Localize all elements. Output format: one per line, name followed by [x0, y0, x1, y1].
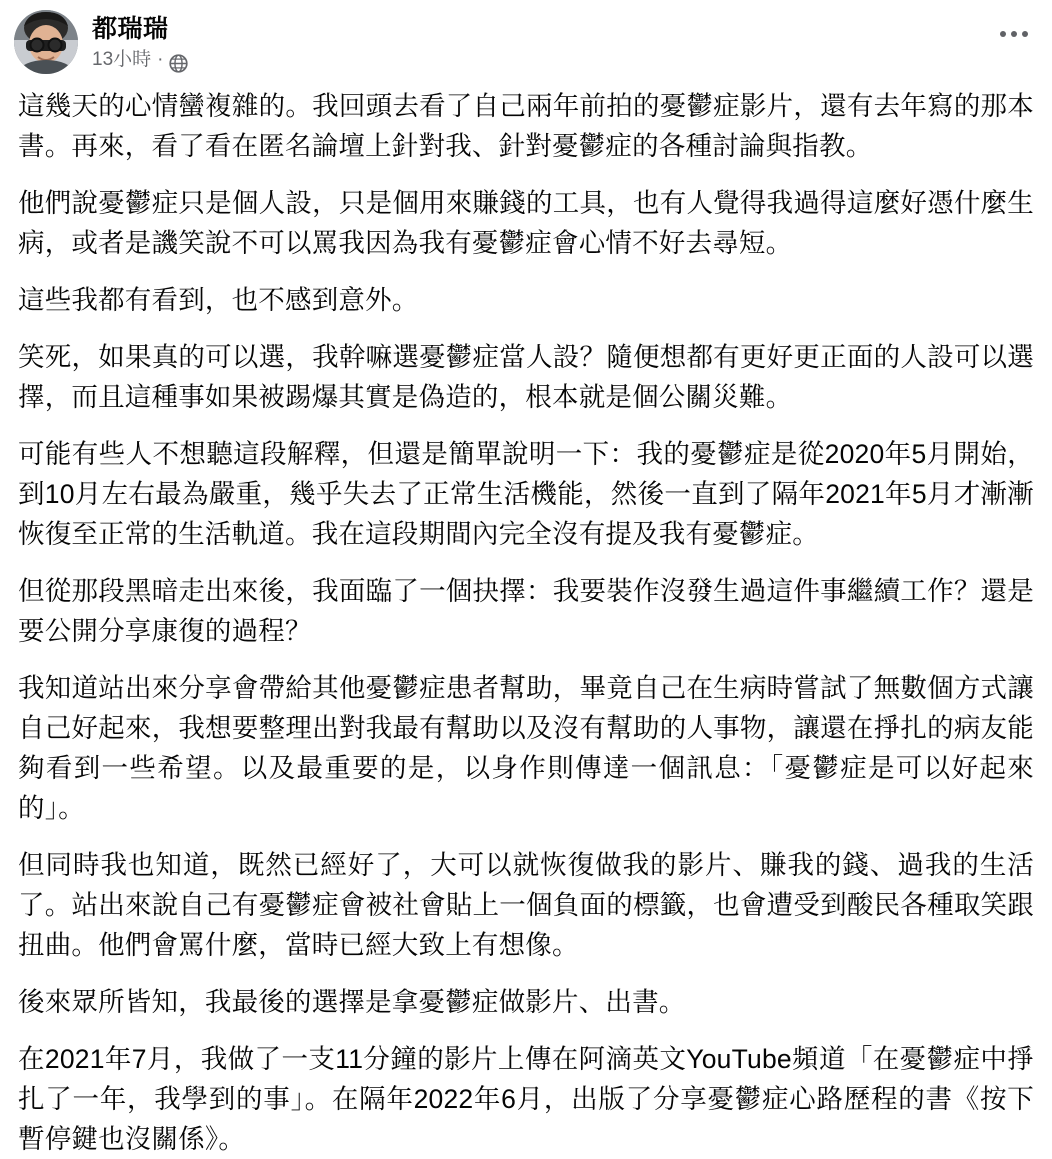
post-header: [0, 0, 1052, 80]
post-paragraph: 這些我都有看到，也不感到意外。: [18, 285, 419, 315]
ellipsis-dot: [1022, 31, 1028, 37]
globe-icon[interactable]: [169, 54, 188, 73]
author-name[interactable]: 都瑞瑞: [92, 15, 169, 43]
post-paragraph: 但從那段黑暗走出來後，我面臨了一個抉擇：我要裝作沒發生過這件事繼續工作？還是要公開分享康復的過程？: [18, 576, 1034, 646]
ellipsis-icon[interactable]: [994, 22, 1034, 46]
avatar[interactable]: [14, 10, 78, 74]
ellipsis-dot: [1000, 31, 1006, 37]
post-paragraph: 可能有些人不想聽這段解釋，但還是簡單說明一下：我的憂鬱症是從2020年5月開始，到10月左右最為嚴重，幾乎失去了正常生活機能，然後一直到了隔年2021年5月才漸漸恢復至正常的生活軌道。我在這段期間內完全沒有提及我有憂鬱症。: [18, 439, 1034, 549]
post-body: [0, 80, 1052, 1159]
post-paragraph: 笑死，如果真的可以選，我幹嘛選憂鬱症當人設？隨便想都有更好更正面的人設可以選擇，而且這種事如果被踢爆其實是偽造的，根本就是個公關災難。: [18, 342, 1034, 412]
post-paragraph: 後來眾所皆知，我最後的選擇是拿憂鬱症做影片、出書。: [18, 987, 686, 1017]
post-meta: [92, 49, 188, 71]
post-header-text: [92, 10, 188, 71]
post-timestamp[interactable]: 13小時: [92, 49, 152, 70]
ellipsis-dot: [1011, 31, 1017, 37]
post-paragraph: 在2021年7月，我做了一支11分鐘的影片上傳在阿滴英文YouTube頻道「在憂鬱症中掙扎了一年，我學到的事」。在隔年2022年6月，出版了分享憂鬱症心路歷程的書《按下暫停鍵也沒關係》。: [18, 1044, 1034, 1154]
post-paragraph: 但同時我也知道，既然已經好了，大可以就恢復做我的影片、賺我的錢、過我的生活了。站出來說自己有憂鬱症會被社會貼上一個負面的標籤，也會遭受到酸民各種取笑跟扭曲。他們會罵什麼，當時已經大致上有想像。: [18, 850, 1034, 960]
profile-avatar-image: [14, 10, 78, 74]
post-paragraph: 這幾天的心情蠻複雜的。我回頭去看了自己兩年前拍的憂鬱症影片，還有去年寫的那本書。再來，看了看在匿名論壇上針對我、針對憂鬱症的各種討論與指教。: [18, 91, 1034, 161]
post-paragraph: 我知道站出來分享會帶給其他憂鬱症患者幫助，畢竟自己在生病時嘗試了無數個方式讓自己好起來，我想要整理出對我最有幫助以及沒有幫助的人事物，讓還在掙扎的病友能夠看到一些希望。以及最重要的是，以身作則傳達一個訊息：「憂鬱症是可以好起來的」。: [18, 673, 1034, 823]
meta-separator: ·: [157, 49, 164, 70]
post-paragraph: 他們說憂鬱症只是個人設，只是個用來賺錢的工具，也有人覺得我過得這麼好憑什麼生病，或者是譏笑說不可以罵我因為我有憂鬱症會心情不好去尋短。: [18, 188, 1034, 258]
